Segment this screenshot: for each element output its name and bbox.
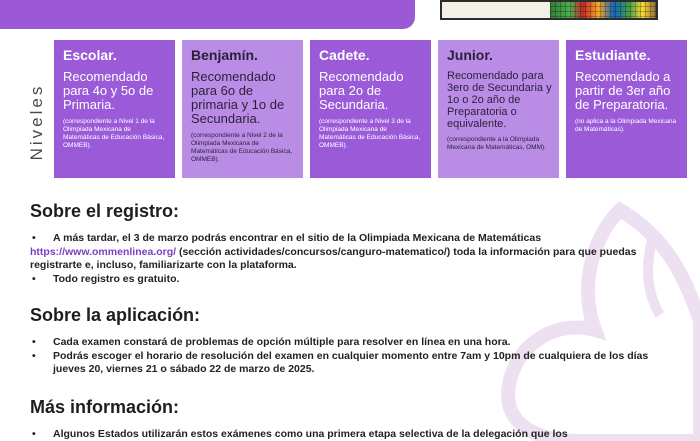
omm-link[interactable]: https://www.ommenlinea.org/ <box>30 245 177 258</box>
level-name: Benjamín. <box>191 47 258 63</box>
level-card-cadete <box>310 40 431 178</box>
level-recommendation: Recomendado para 6o de primaria y 1o de Secundaria. <box>191 69 285 126</box>
level-recommendation: Recomendado para 3ero de Secundaria y 1o o 2o año de Preparatoria o equivalente. <box>447 70 552 130</box>
level-name: Cadete. <box>319 47 370 63</box>
level-name: Estudiante. <box>575 47 651 63</box>
level-note: (correspondiente a la Olimpiada Mexicana de Matemáticas, OMM). <box>447 136 546 151</box>
aplicacion-list <box>30 336 670 377</box>
list-item: • A más tardar, el 3 de marzo podrás encontrar en el sitio de la Olimpiada Mexicana de Matemáticas <box>32 232 542 244</box>
list-item: • Cada examen constará de problemas de opción múltiple para resolver en línea en una hora. <box>32 336 511 348</box>
level-card-estudiante <box>566 40 687 178</box>
list-item: • Podrás escoger el horario de resolución del examen en cualquier momento entre 7am y 10pm de cualquiera de los días jueves 20, viernes 21 o sábado 22 de marzo de 2025. <box>32 349 649 375</box>
list-item: • Algunos Estados utilizarán estos exámenes como una primera etapa selectiva de la delegación que los <box>32 428 568 440</box>
list-item: • Todo registro es gratuito. <box>32 272 180 285</box>
level-note: (no aplica a la Olimpiada Mexicana de Matemáticas). <box>575 118 677 133</box>
level-recommendation: Recomendado para 4o y 5o de Primaria. <box>63 69 154 112</box>
header-band <box>0 0 415 29</box>
level-recommendation: Recomendado a partir de 3er año de Preparatoria. <box>575 69 671 112</box>
header-illustration <box>440 0 658 20</box>
aplicacion-title: Sobre la aplicación: <box>30 305 201 325</box>
info-list <box>30 428 670 441</box>
level-name: Escolar. <box>63 47 117 63</box>
level-card-escolar <box>54 40 175 178</box>
levels-grid <box>54 40 687 178</box>
levels-title: Niveles <box>27 83 46 161</box>
level-card-benjamin <box>182 40 303 178</box>
level-recommendation: Recomendado para 2o de Secundaria. <box>319 69 404 112</box>
level-note: (correspondiente a Nivel 3 de la Olimpiada Mexicana de Matemáticas de Educación Básica, OMMEB). <box>319 118 421 149</box>
registro-list <box>30 232 670 286</box>
level-card-junior <box>438 40 559 178</box>
list-item: https://www.ommenlinea.org/ (sección actividades/concursos/canguro-matematico/) toda la información para que puedas registrarte e, incluso, familiarizarte con la plataforma. <box>30 245 637 271</box>
level-name: Junior. <box>447 47 493 63</box>
level-note: (correspondiente a Nivel 1 de la Olimpiada Mexicana de Matemáticas de Educación Básica, OMMEB). <box>63 118 165 149</box>
registro-title: Sobre el registro: <box>30 201 180 221</box>
info-title: Más información: <box>30 397 180 417</box>
level-note: (correspondiente a Nivel 2 de la Olimpiada Mexicana de Matemáticas de Educación Básica, OMMEB). <box>191 132 293 163</box>
